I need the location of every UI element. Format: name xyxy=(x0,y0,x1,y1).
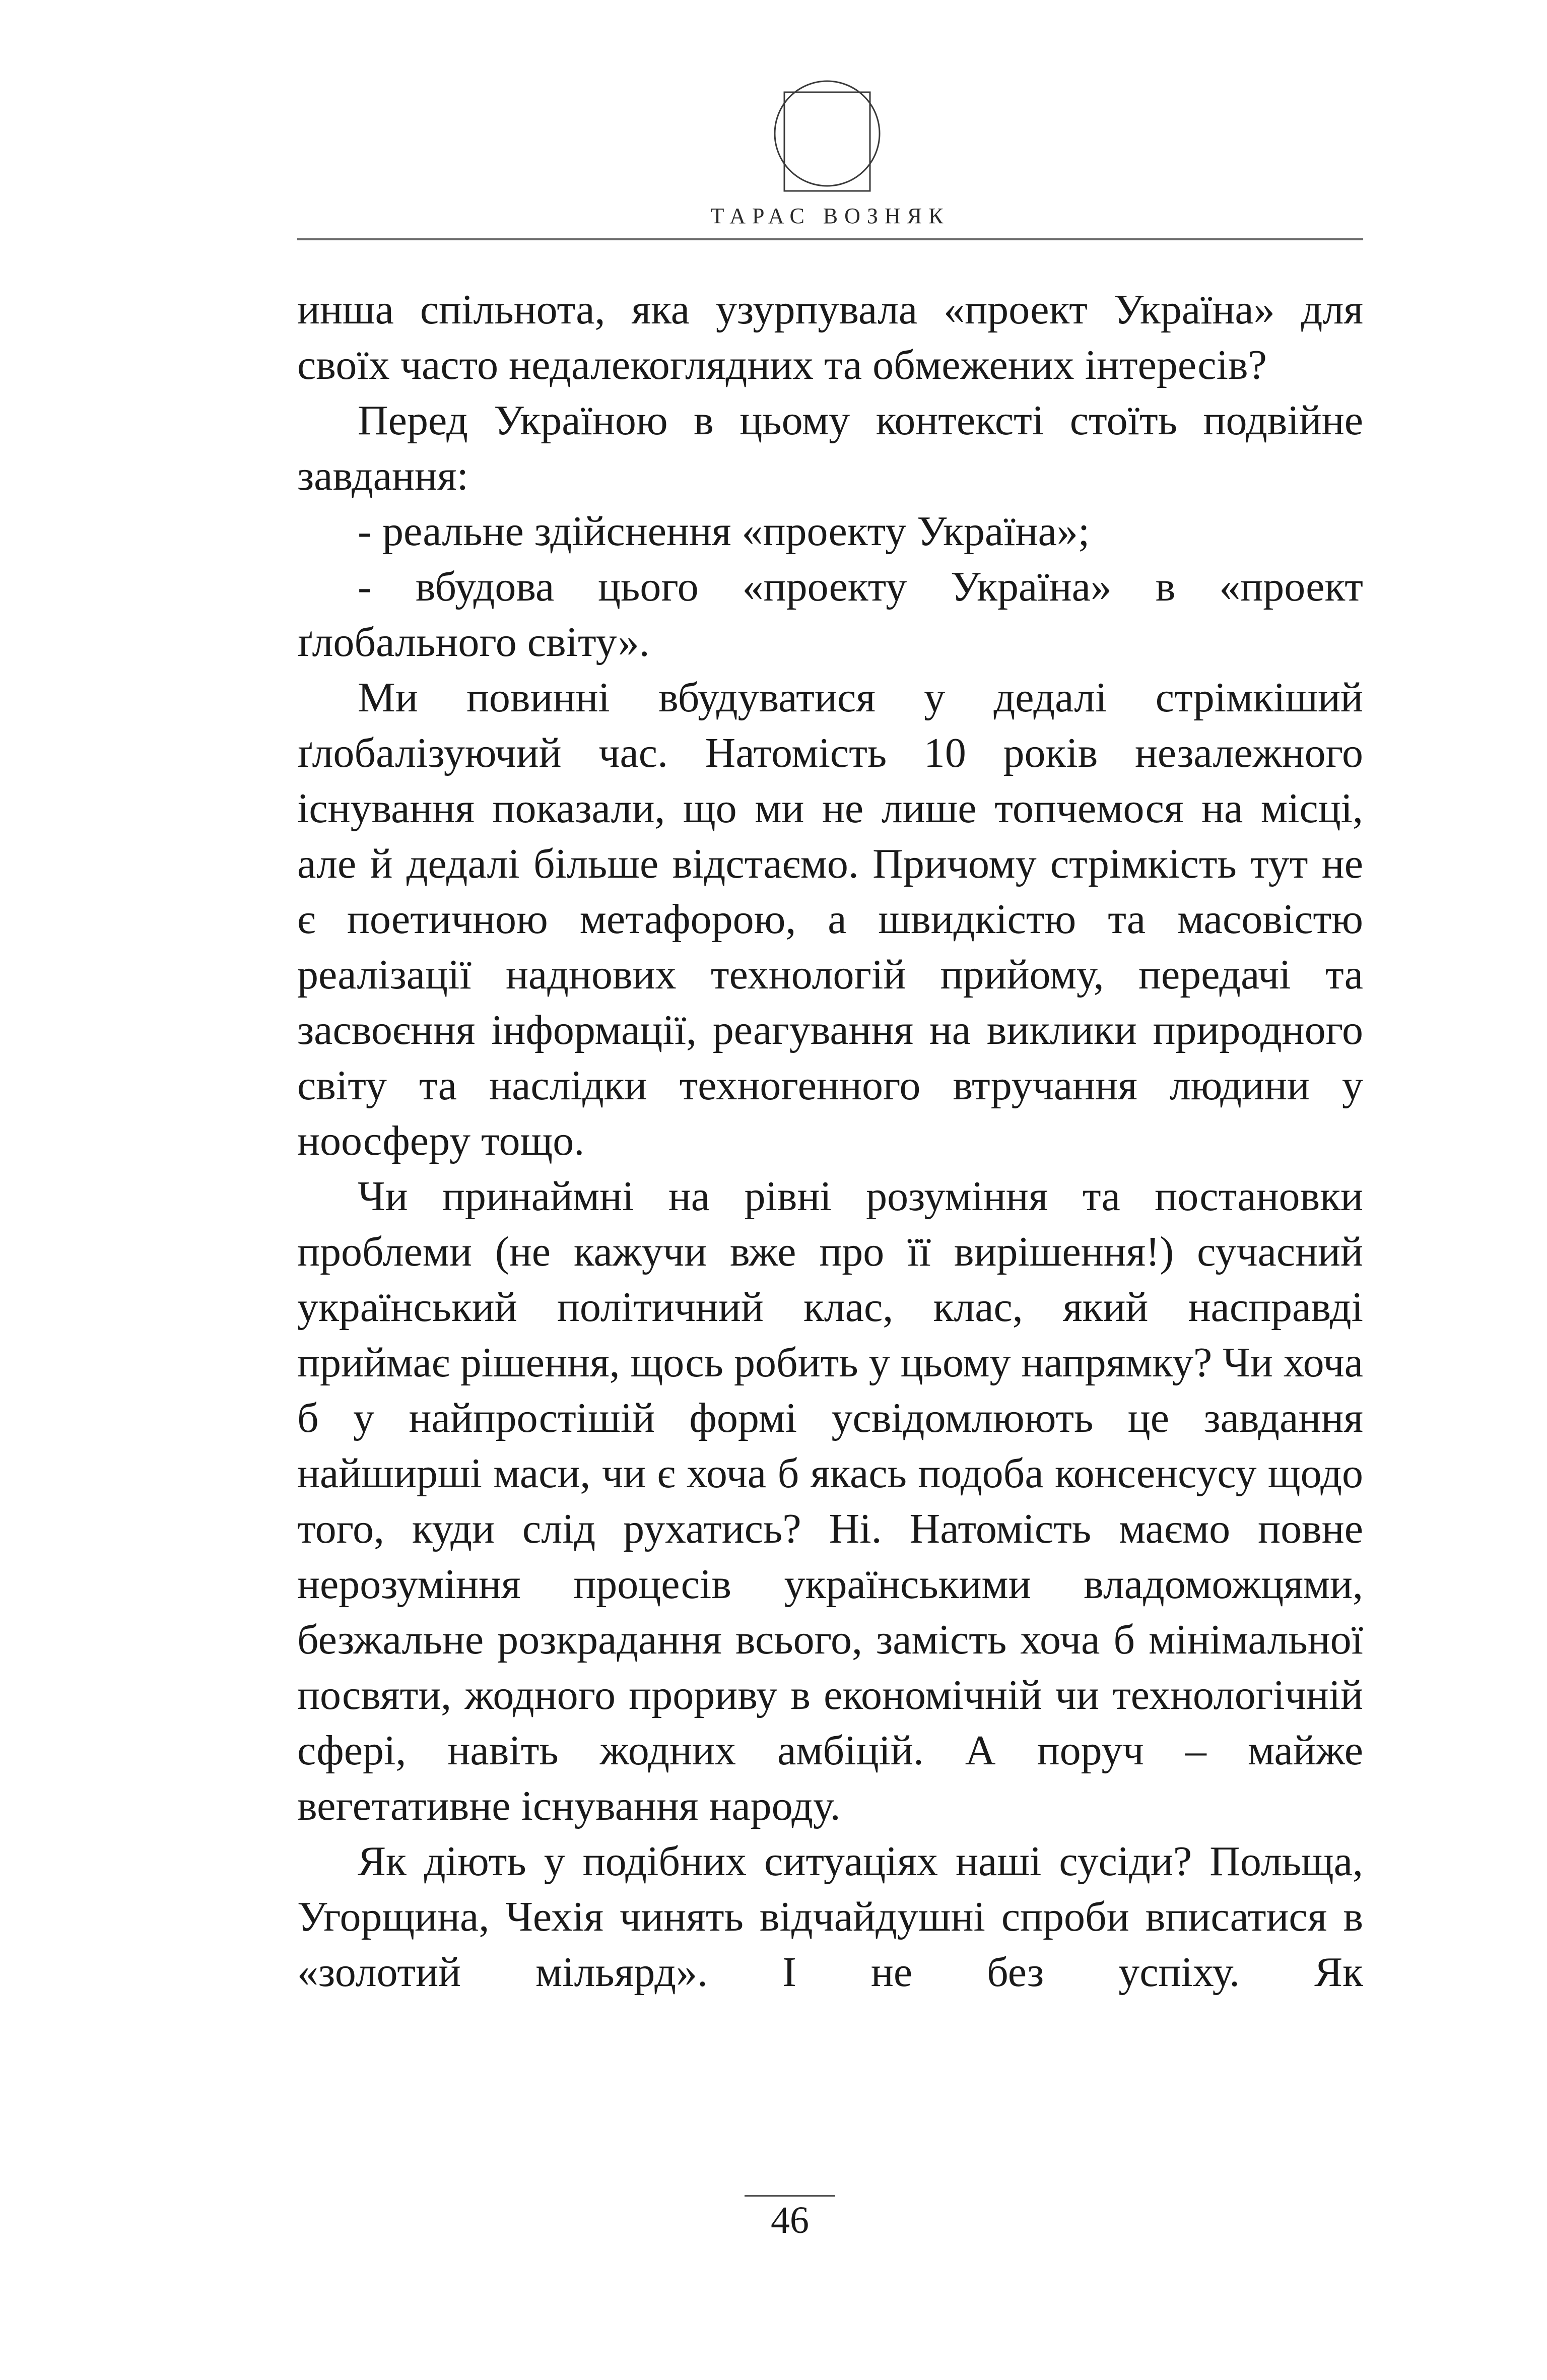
paragraph: Як діють у подібних ситуаціях наші сусіди? Польща, Угорщина, Чехія чинять відчайдушні спроби вписатися в «золотий мільярд». І не без успіху. Як xyxy=(297,1838,1363,1996)
running-header-author: ТАРАС ВОЗНЯК xyxy=(710,204,950,228)
page-number: 46 xyxy=(771,2199,809,2241)
header-divider xyxy=(297,238,1363,240)
body-text xyxy=(297,282,1363,2000)
circle-square-logo-icon xyxy=(772,73,883,194)
page-header xyxy=(297,73,1363,243)
paragraph: Чи принаймні на рівні розуміння та постановки проблеми (не кажучи вже про її вирішення!) сучасний український політичний клас, клас, який насправді приймає рішення, щось робить у цьому напрямку? Чи хоча б у найпростішій формі усвідомлюють це завдання найширші маси, чи є хоча б якась подоба консенсусу щодо того, куди слід рухатись? Ні. Натомість маємо повне нерозуміння процесів українськими владоможцями, безжальне розкрадання всього, замість хоча б мінімальної посвяти, жодного прориву в економічній чи технологічній сфері, навіть жодних амбіцій. А поруч – майже вегетативне існування народу. xyxy=(297,1173,1363,1829)
paragraph: Ми повинні вбудуватися у дедалі стрімкіший ґлобалізуючий час. Натомість 10 років незалежного існування показали, що ми не лише топчемося на місці, але й дедалі більше відстаємо. Причому стрімкість тут не є поетичною метафорою, а швидкістю та масовістю реалізації наднових технологій прийому, передачі та засвоєння інформації, реагування на виклики природного світу та наслідки техногенного втручання людини у ноосферу тощо. xyxy=(297,674,1363,1164)
list-item: - вбудова цього «проекту Україна» в «проект ґлобального світу». xyxy=(297,563,1363,666)
paragraph: инша спільнота, яка узурпувала «проект Україна» для своїх часто недалекоглядних та обмежених інтересів? xyxy=(297,286,1363,388)
paragraph: Перед Україною в цьому контексті стоїть подвійне завдання: xyxy=(297,397,1363,499)
page-footer xyxy=(745,2195,835,2245)
list-item: - реальне здійснення «проекту Україна»; xyxy=(358,508,1090,555)
footer-divider xyxy=(745,2195,835,2197)
